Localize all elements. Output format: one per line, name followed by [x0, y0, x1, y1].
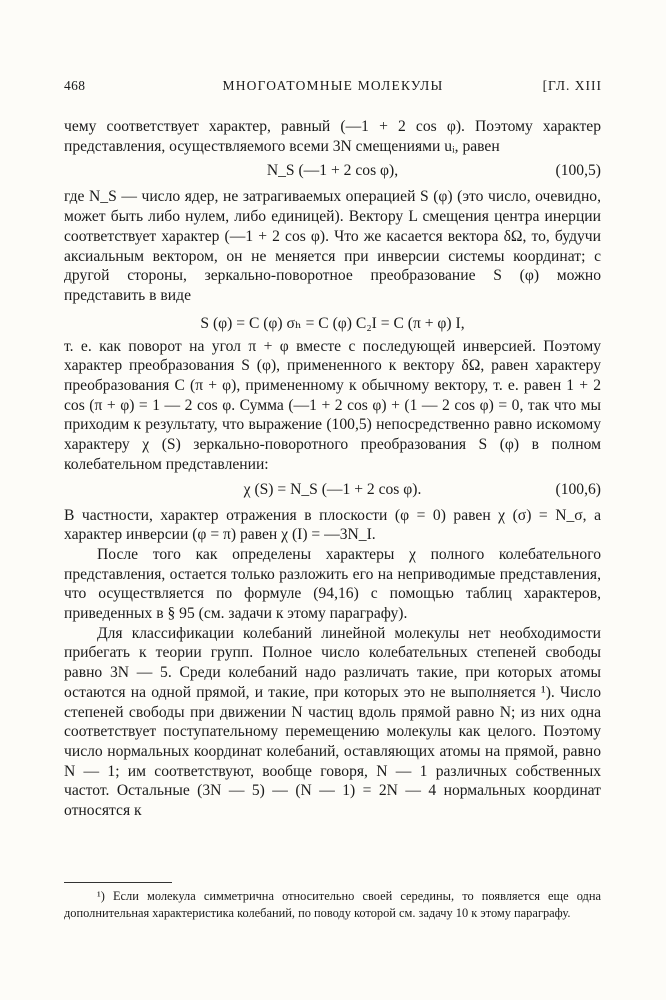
- equation-mirror-rotation: [64, 308, 601, 334]
- main-text: [64, 117, 601, 821]
- paragraph-2: где N_S — число ядер, не затрагиваемых операцией S (φ) (это число, очевидно, может быть либо нулем, либо единицей). Вектору L смещения центра инерции соответствует характер (—1 + 2 cos φ). Что же касается вектора δΩ, то, будучи аксиальным вектором, он не меняется при инверсии системы координат; с другой стороны, зеркально-поворотное преобразование S (φ) можно представить в виде: [64, 188, 601, 304]
- equation-formula: S (φ) = C (φ) σₕ = C (φ) C₂I = C (π + φ) I,: [200, 314, 465, 332]
- chapter-label: [ГЛ. XIII: [542, 78, 602, 93]
- footnote: ¹) Если молекула симметрична относительно своей середины, то появляется еще одна дополнительная характеристика колебаний, по поводу которой см. задачу 10 к этому параграфу.: [64, 889, 601, 920]
- running-title: МНОГОАТОМНЫЕ МОЛЕКУЛЫ: [222, 78, 444, 93]
- equation-100-5: [64, 158, 601, 184]
- equation-number: (100,6): [555, 480, 601, 498]
- equation-100-6: [64, 477, 601, 503]
- running-header: [64, 78, 602, 98]
- paragraph-4: В частности, характер отражения в плоскости (φ = 0) равен χ (σ) = N_σ, а характер инверсии (φ = π) равен χ (I) = —3N_I.: [64, 506, 601, 544]
- paragraph-6: Для классификации колебаний линейной молекулы нет необходимости прибегать к теории групп. Полное число колебательных степеней свободы равно 3N — 5. Среди колебаний надо различать такие, при которых атомы остаются на одной прямой, и такие, при которых это не выполняется ¹). Число степеней свободы при движении N частиц вдоль прямой равно N; из них одна соответствует поступательному перемещению молекулы как целого. Поэтому число нормальных координат колебаний, оставляющих атомы на прямой, равно N — 1; им соответствуют, вообще говоря, N — 1 различных собственных частот. Остальные (3N — 5) — (N — 1) = 2N — 4 нормальных координат относятся к: [64, 624, 601, 820]
- equation-formula: χ (S) = N_S (—1 + 2 cos φ).: [243, 480, 422, 498]
- page-number: 468: [64, 78, 86, 93]
- paragraph-5: После того как определены характеры χ полного колебательного представления, остается только разложить его на неприводимые представления, что осуществляется по формуле (94,16) с помощью таблиц характеров, приведенных в § 95 (см. задачи к этому параграфу).: [64, 545, 601, 623]
- footnote-rule: [64, 882, 172, 883]
- paragraph-1: чему соответствует характер, равный (—1 + 2 cos φ). Поэтому характер представления, осуществляемого всеми 3N смещениями uᵢ, равен: [64, 118, 601, 155]
- equation-number: (100,5): [555, 162, 601, 180]
- paragraph-3: т. е. как поворот на угол π + φ вместе с последующей инверсией. Поэтому характер преобразования S (φ), примененного к вектору δΩ, равен характеру преобразования C (π + φ), примененному к обычному вектору, т. е. равен 1 + 2 cos (π + φ) = 1 — 2 cos φ. Сумма (—1 + 2 cos φ) + (1 — 2 cos φ) = 0, так что мы приходим к результату, что выражение (100,5) непосредственно равно искомому характеру χ (S) зеркально-поворотного преобразования S (φ) в полном колебательном представлении:: [64, 337, 601, 473]
- equation-formula: N_S (—1 + 2 cos φ),: [266, 162, 399, 180]
